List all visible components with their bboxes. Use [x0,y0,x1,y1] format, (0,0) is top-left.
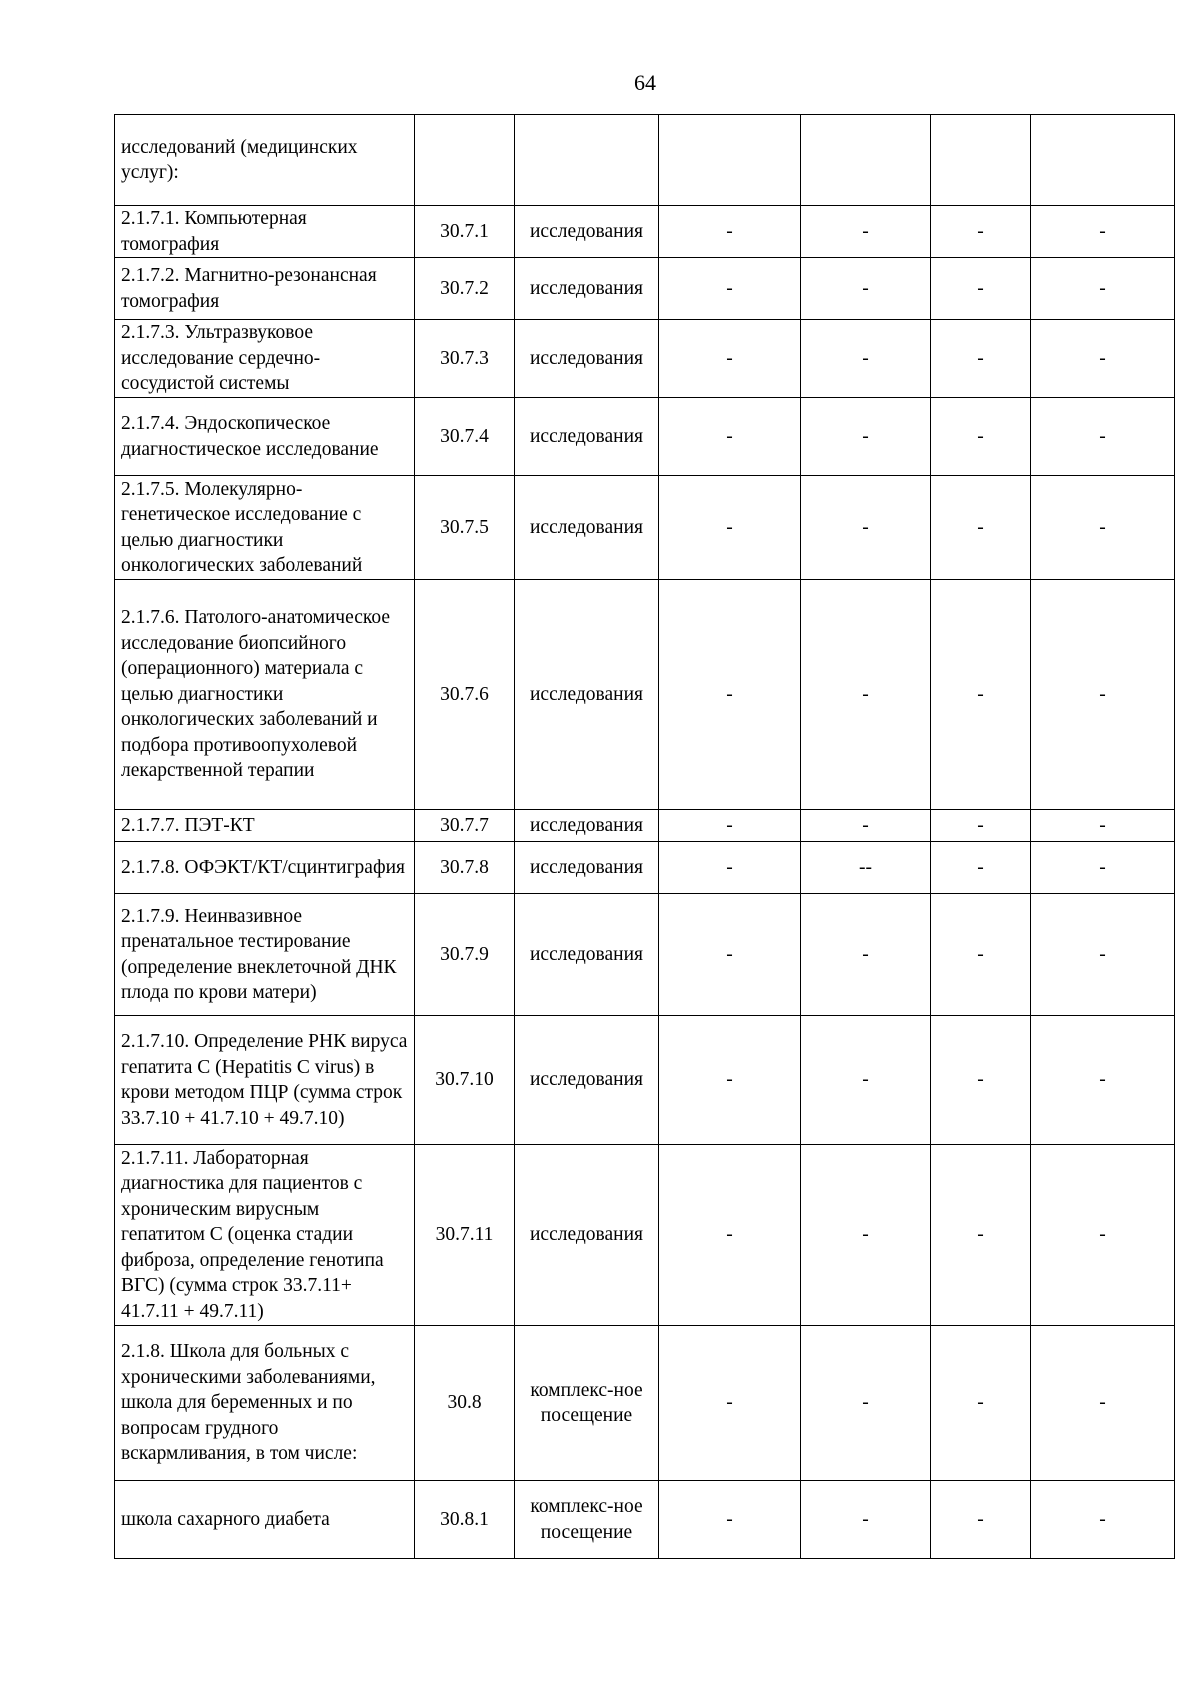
row-value-cell: - [659,580,801,810]
row-value-cell: - [801,1016,931,1145]
row-value-cell: - [801,894,931,1016]
row-code-cell: 30.7.1 [415,206,515,258]
row-name-cell: исследований (медицинских услуг): [115,115,415,206]
row-value-cell: - [1031,1326,1175,1481]
row-name-cell: 2.1.7.7. ПЭТ-КТ [115,810,415,842]
row-code-cell: 30.7.5 [415,476,515,580]
row-value-cell: - [931,398,1031,476]
row-name-cell: 2.1.7.6. Патолого-анатомическое исследование биопсийного (операционного) материала с целью диагностики онкологических заболеваний и подбора противоопухолевой лекарственной терапии [115,580,415,810]
row-value-cell: - [931,810,1031,842]
row-value-cell: - [1031,320,1175,398]
row-value-cell: - [801,476,931,580]
row-value-cell: - [801,258,931,320]
row-value-cell: - [931,258,1031,320]
table-row [115,320,1175,398]
row-name-cell: школа сахарного диабета [115,1481,415,1559]
row-value-cell: - [1031,894,1175,1016]
table-row [115,842,1175,894]
row-value-cell: - [659,398,801,476]
row-code-cell: 30.7.8 [415,842,515,894]
table-row [115,206,1175,258]
row-name-cell: 2.1.7.11. Лабораторная диагностика для пациентов с хроническим вирусным гепатитом С (оценка стадии фиброза, определение генотипа ВГС) (сумма строк 33.7.11+ 41.7.11 + 49.7.11) [115,1145,415,1326]
row-unit-cell: исследования [515,320,659,398]
row-unit-cell: исследования [515,1145,659,1326]
row-name-cell: 2.1.7.9. Неинвазивное пренатальное тестирование (определение внеклеточной ДНК плода по крови матери) [115,894,415,1016]
row-code-cell: 30.7.6 [415,580,515,810]
row-value-cell [1031,115,1175,206]
table-row [115,1145,1175,1326]
table-row [115,1016,1175,1145]
row-unit-cell: исследования [515,842,659,894]
row-unit-cell [515,115,659,206]
data-table [114,114,1175,1559]
table-row [115,894,1175,1016]
row-value-cell: - [931,320,1031,398]
row-value-cell: - [659,1145,801,1326]
table-row [115,476,1175,580]
row-unit-cell: комплекс-ное посещение [515,1481,659,1559]
row-value-cell: - [1031,810,1175,842]
row-name-cell: 2.1.7.8. ОФЭКТ/КТ/сцинтиграфия [115,842,415,894]
table-row [115,1481,1175,1559]
row-unit-cell: исследования [515,580,659,810]
row-value-cell: - [1031,1145,1175,1326]
row-value-cell: - [801,206,931,258]
row-value-cell [659,115,801,206]
row-code-cell: 30.7.2 [415,258,515,320]
row-value-cell: - [659,894,801,1016]
row-value-cell: - [801,810,931,842]
row-value-cell: - [931,1326,1031,1481]
row-name-cell: 2.1.7.4. Эндоскопическое диагностическое исследование [115,398,415,476]
row-value-cell: - [801,580,931,810]
row-value-cell: - [659,1326,801,1481]
row-value-cell: - [931,1016,1031,1145]
row-name-cell: 2.1.7.5. Молекулярно-генетическое исследование с целью диагностики онкологических заболеваний [115,476,415,580]
row-code-cell: 30.7.4 [415,398,515,476]
row-value-cell: - [931,206,1031,258]
row-unit-cell: исследования [515,476,659,580]
row-code-cell: 30.7.9 [415,894,515,1016]
row-value-cell: - [1031,258,1175,320]
row-code-cell: 30.7.3 [415,320,515,398]
row-value-cell: - [659,842,801,894]
row-value-cell: - [659,320,801,398]
row-value-cell: - [931,476,1031,580]
row-value-cell: - [801,320,931,398]
row-value-cell: - [801,1481,931,1559]
row-name-cell: 2.1.7.2. Магнитно-резонансная томография [115,258,415,320]
row-value-cell: - [931,1481,1031,1559]
row-value-cell: - [1031,1481,1175,1559]
row-value-cell: - [1031,476,1175,580]
row-unit-cell: исследования [515,398,659,476]
row-unit-cell: исследования [515,1016,659,1145]
page-number: 64 [634,70,656,95]
row-value-cell: - [801,1326,931,1481]
row-value-cell: - [1031,206,1175,258]
row-value-cell: - [659,810,801,842]
row-value-cell: - [931,894,1031,1016]
row-name-cell: 2.1.7.3. Ультразвуковое исследование сердечно-сосудистой системы [115,320,415,398]
table-row [115,1326,1175,1481]
row-value-cell: - [659,476,801,580]
row-unit-cell: исследования [515,810,659,842]
row-value-cell: - [931,842,1031,894]
row-value-cell: - [801,1145,931,1326]
row-code-cell: 30.7.7 [415,810,515,842]
row-value-cell: - [931,1145,1031,1326]
row-value-cell: - [659,258,801,320]
row-value-cell: - [659,1481,801,1559]
table-row [115,398,1175,476]
row-value-cell: - [931,580,1031,810]
row-code-cell: 30.7.10 [415,1016,515,1145]
table-row [115,115,1175,206]
row-value-cell: - [1031,1016,1175,1145]
row-code-cell: 30.7.11 [415,1145,515,1326]
row-unit-cell: комплекс-ное посещение [515,1326,659,1481]
row-value-cell: - [659,1016,801,1145]
row-unit-cell: исследования [515,894,659,1016]
table-row [115,258,1175,320]
table-row [115,810,1175,842]
row-value-cell: - [801,398,931,476]
row-code-cell [415,115,515,206]
row-value-cell: - [1031,398,1175,476]
row-value-cell: - [1031,580,1175,810]
row-value-cell [801,115,931,206]
row-name-cell: 2.1.8. Школа для больных с хроническими заболеваниями, школа для беременных и по вопросам грудного вскармливания, в том числе: [115,1326,415,1481]
row-name-cell: 2.1.7.1. Компьютерная томография [115,206,415,258]
row-value-cell: -- [801,842,931,894]
row-code-cell: 30.8 [415,1326,515,1481]
row-code-cell: 30.8.1 [415,1481,515,1559]
row-value-cell [931,115,1031,206]
row-value-cell: - [659,206,801,258]
row-unit-cell: исследования [515,258,659,320]
row-name-cell: 2.1.7.10. Определение РНК вируса гепатита С (Hepatitis C virus) в крови методом ПЦР (сумма строк 33.7.10 + 41.7.10 + 49.7.10) [115,1016,415,1145]
row-unit-cell: исследования [515,206,659,258]
table-row [115,580,1175,810]
row-value-cell: - [1031,842,1175,894]
